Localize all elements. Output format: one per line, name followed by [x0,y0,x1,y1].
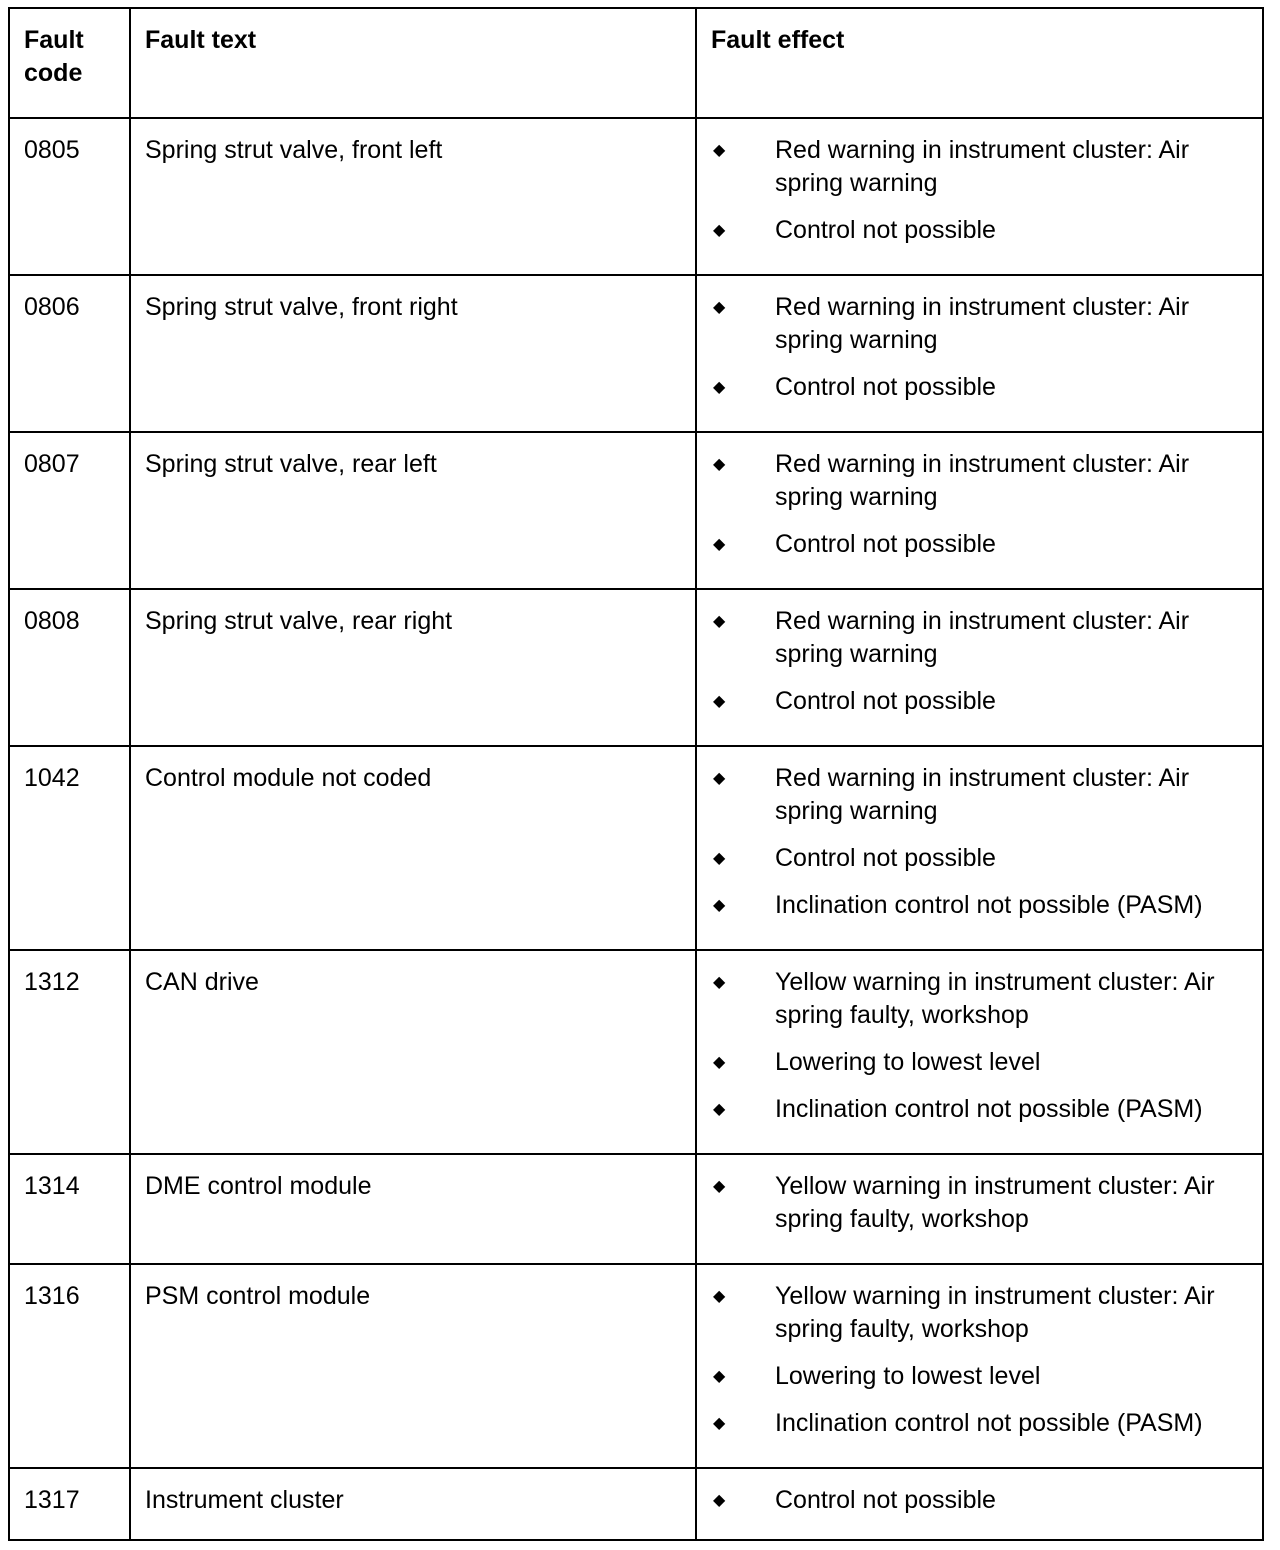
fault-effect-item [711,605,1256,671]
table-row [9,1468,1263,1540]
fault-effect-item [711,134,1256,200]
fault-effect-text: Control not possible [775,687,996,715]
fault-text-cell: Spring strut valve, rear left [130,432,696,589]
fault-effect-cell [696,1264,1263,1468]
fault-effect-text: Control not possible [775,530,996,558]
fault-effect-item [711,889,1256,922]
table-body [9,118,1263,1540]
fault-text-cell: DME control module [130,1154,696,1264]
table-row [9,950,1263,1154]
fault-effect-item [711,762,1256,828]
fault-code-cell: 0806 [9,275,130,432]
fault-effect-cell [696,1154,1263,1264]
fault-effect-text: Inclination control not possible (PASM) [775,891,1203,919]
header-fault-effect: Fault effect [696,8,1263,118]
diamond-bullet-icon: ◆ [713,1178,726,1195]
fault-effect-item [711,448,1256,514]
diamond-bullet-icon: ◆ [713,379,726,396]
fault-code-table [8,7,1264,1541]
fault-effect-cell [696,1468,1263,1540]
fault-effect-text: Yellow warning in instrument cluster: Air spring faulty, workshop [775,1282,1215,1343]
fault-effect-cell [696,950,1263,1154]
table-row [9,589,1263,746]
fault-effect-item [711,1046,1256,1079]
fault-effect-text: Red warning in instrument cluster: Air spring warning [775,293,1190,354]
diamond-bullet-icon: ◆ [713,613,726,630]
fault-effect-item [711,842,1256,875]
diamond-bullet-icon: ◆ [713,456,726,473]
fault-code-cell: 1312 [9,950,130,1154]
fault-effect-text: Yellow warning in instrument cluster: Air spring faulty, workshop [775,1172,1215,1233]
fault-code-cell: 0808 [9,589,130,746]
table-row [9,432,1263,589]
fault-effect-item [711,214,1256,247]
fault-text-cell: Instrument cluster [130,1468,696,1540]
fault-effect-text: Yellow warning in instrument cluster: Air spring faulty, workshop [775,968,1215,1029]
diamond-bullet-icon: ◆ [713,1368,726,1385]
fault-code-cell: 0807 [9,432,130,589]
diamond-bullet-icon: ◆ [713,1101,726,1118]
fault-effect-text: Inclination control not possible (PASM) [775,1409,1203,1437]
fault-effect-text: Control not possible [775,1486,996,1514]
fault-text-cell: Spring strut valve, front left [130,118,696,275]
table-row [9,746,1263,950]
fault-effect-item [711,966,1256,1032]
fault-effect-text: Control not possible [775,844,996,872]
fault-effect-cell [696,432,1263,589]
fault-effect-list [711,134,1256,247]
diamond-bullet-icon: ◆ [713,536,726,553]
fault-text-cell: Spring strut valve, rear right [130,589,696,746]
diamond-bullet-icon: ◆ [713,974,726,991]
diamond-bullet-icon: ◆ [713,299,726,316]
diamond-bullet-icon: ◆ [713,693,726,710]
fault-effect-cell [696,589,1263,746]
diamond-bullet-icon: ◆ [713,1288,726,1305]
fault-effect-text: Inclination control not possible (PASM) [775,1095,1203,1123]
fault-effect-item [711,1280,1256,1346]
header-fault-text: Fault text [130,8,696,118]
fault-effect-item [711,1170,1256,1236]
fault-effect-list [711,762,1256,922]
fault-effect-item [711,371,1256,404]
fault-effect-list [711,605,1256,718]
table-row [9,275,1263,432]
fault-effect-text: Control not possible [775,216,996,244]
table-row [9,1264,1263,1468]
fault-effect-list [711,1484,1256,1517]
fault-effect-list [711,1170,1256,1236]
table-row [9,1154,1263,1264]
fault-effect-list [711,966,1256,1126]
fault-code-cell: 1042 [9,746,130,950]
fault-text-cell: Spring strut valve, front right [130,275,696,432]
fault-code-cell: 1316 [9,1264,130,1468]
fault-effect-cell [696,746,1263,950]
fault-effect-item [711,1484,1256,1517]
fault-effect-list [711,448,1256,561]
table-header-row [9,8,1263,118]
fault-effect-text: Red warning in instrument cluster: Air spring warning [775,764,1190,825]
diamond-bullet-icon: ◆ [713,850,726,867]
fault-effect-text: Lowering to lowest level [775,1362,1041,1390]
fault-text-cell: PSM control module [130,1264,696,1468]
diamond-bullet-icon: ◆ [713,1054,726,1071]
header-fault-code: Fault code [9,8,130,118]
fault-effect-text: Control not possible [775,373,996,401]
diamond-bullet-icon: ◆ [713,142,726,159]
fault-effect-item [711,1360,1256,1393]
diamond-bullet-icon: ◆ [713,1492,726,1509]
fault-code-cell: 1317 [9,1468,130,1540]
fault-effect-item [711,1407,1256,1440]
fault-effect-text: Lowering to lowest level [775,1048,1041,1076]
table-row [9,118,1263,275]
fault-effect-text: Red warning in instrument cluster: Air spring warning [775,450,1190,511]
fault-effect-text: Red warning in instrument cluster: Air spring warning [775,607,1190,668]
fault-effect-item [711,528,1256,561]
diamond-bullet-icon: ◆ [713,770,726,787]
fault-effect-item [711,291,1256,357]
diamond-bullet-icon: ◆ [713,897,726,914]
fault-effect-item [711,685,1256,718]
fault-effect-cell [696,275,1263,432]
fault-text-cell: CAN drive [130,950,696,1154]
fault-effect-cell [696,118,1263,275]
fault-effect-item [711,1093,1256,1126]
fault-effect-list [711,1280,1256,1440]
fault-effect-text: Red warning in instrument cluster: Air spring warning [775,136,1190,197]
diamond-bullet-icon: ◆ [713,222,726,239]
fault-code-cell: 1314 [9,1154,130,1264]
diamond-bullet-icon: ◆ [713,1415,726,1432]
fault-text-cell: Control module not coded [130,746,696,950]
fault-effect-list [711,291,1256,404]
fault-code-cell: 0805 [9,118,130,275]
